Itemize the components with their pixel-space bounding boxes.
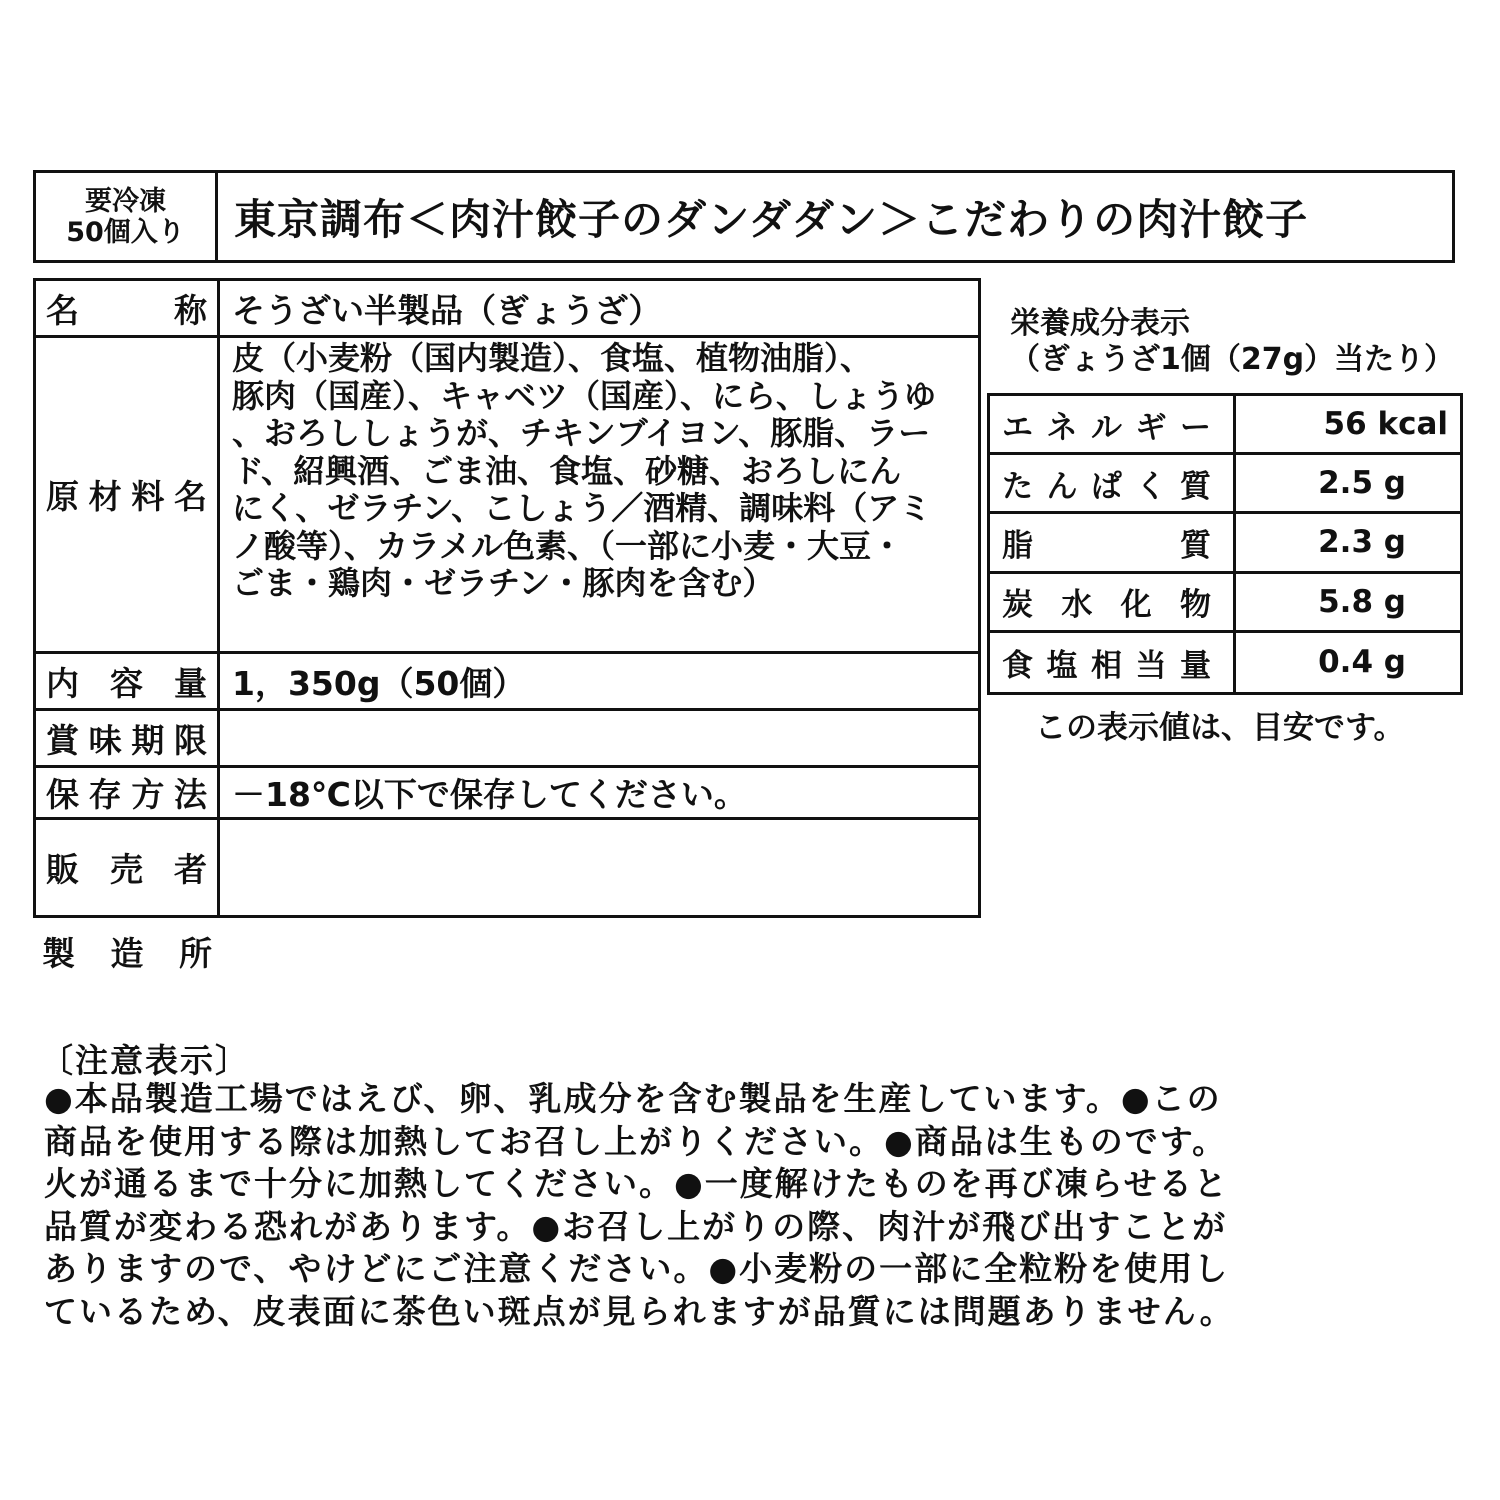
- nutrition-value: 5.8 g: [1318, 583, 1406, 620]
- value-best-before: [232, 711, 968, 765]
- ingredients-line: にく、ゼラチン、こしょう／酒精、調味料（アミ: [232, 489, 932, 527]
- value-content: 1，350g（50個）: [232, 663, 526, 703]
- row-name: [36, 281, 978, 338]
- nutrition-value: 56 kcal: [1323, 406, 1448, 443]
- ingredients-line: ごま・鶏肉・ゼラチン・豚肉を含む）: [232, 564, 775, 602]
- row-seller: [36, 820, 978, 915]
- caution-line: 火が通るまで十分に加熱してください。●一度解けたものを再び凍らせると: [44, 1164, 1229, 1203]
- label-ingredients: 原 材 料 名: [36, 338, 220, 651]
- label-best-before: 賞 味 期 限: [36, 711, 220, 765]
- nutrition-row-protein: た ん ぱ く 質 2.5 g: [990, 455, 1460, 514]
- row-content: [36, 654, 978, 711]
- nutrition-note: この表示値は、目安です。: [1035, 710, 1405, 746]
- nutrition-value: 2.3 g: [1318, 524, 1406, 561]
- caution-text: [44, 1078, 1464, 1333]
- value-storage: －18℃以下で保存してください。: [232, 775, 747, 814]
- value-name: そうざい半製品（ぎょうざ）: [232, 290, 662, 330]
- label-storage: 保 存 方 法: [36, 768, 220, 817]
- nutrition-value: 2.5 g: [1318, 465, 1406, 502]
- storage-badge: [36, 173, 218, 260]
- nutrition-row-fat: 脂 質 2.3 g: [990, 514, 1460, 573]
- label-content: 内 容 量: [36, 654, 220, 708]
- row-ingredients: [36, 338, 978, 654]
- caution-line: 品質が変わる恐れがあります。●お召し上がりの際、肉汁が飛び出すことが: [44, 1206, 1228, 1246]
- caution-line: ありますので、やけどにご注意ください。●小麦粉の一部に全粒粉を使用し: [44, 1249, 1230, 1288]
- caution-heading: 〔注意表示〕: [40, 1041, 250, 1080]
- pack-count: 50個入り: [66, 216, 185, 248]
- ingredients-line: ド、紹興酒、ごま油、食塩、砂糖、おろしにん: [232, 451, 902, 490]
- ingredients-line: 、おろししょうが、チキンブイヨン、豚脂、ラー: [232, 414, 931, 452]
- nutrition-row-salt: 食 塩 相 当 量 0.4 g: [990, 633, 1460, 692]
- product-header: [33, 170, 1455, 263]
- row-best-before: [36, 711, 978, 768]
- value-ingredients: [232, 338, 968, 653]
- ingredients-line: 豚肉（国産）、キャベツ（国産）、にら、しょうゆ: [232, 376, 937, 415]
- caution-line: 商品を使用する際は加熱してお召し上がりください。●商品は生ものです。: [44, 1121, 1228, 1161]
- product-info-table: [33, 278, 981, 918]
- nutrition-title: 栄養成分表示 （ぎょうざ1個（27g）当たり）: [1010, 306, 1455, 377]
- ingredients-line: ノ酸等）、カラメル色素、（一部に小麦・大豆・: [232, 526, 904, 565]
- label-seller: 販 売 者: [36, 820, 220, 915]
- nutrition-row-carbs: 炭 水 化 物 5.8 g: [990, 574, 1460, 633]
- nutrition-value: 0.4 g: [1318, 644, 1406, 681]
- storage-type: 要冷凍: [85, 185, 166, 217]
- row-storage: [36, 768, 978, 820]
- caution-line: ているため、皮表面に茶色い斑点が見られますが品質には問題ありません。: [44, 1291, 1235, 1331]
- nutrition-table: [987, 393, 1463, 695]
- product-title: 東京調布＜肉汁餃子のダンダダン＞こだわりの肉汁餃子: [234, 194, 1309, 244]
- label-name: 名 称: [36, 281, 220, 335]
- manufacturer-label: 製 造 所: [42, 934, 212, 973]
- value-seller: [232, 820, 968, 915]
- caution-line: ●本品製造工場ではえび、卵、乳成分を含む製品を生産しています。●この: [44, 1079, 1222, 1118]
- nutrition-row-energy: エ ネ ル ギ ー 56 kcal: [990, 396, 1460, 455]
- ingredients-line: 皮（小麦粉（国内製造）、食塩、植物油脂）、: [232, 339, 873, 377]
